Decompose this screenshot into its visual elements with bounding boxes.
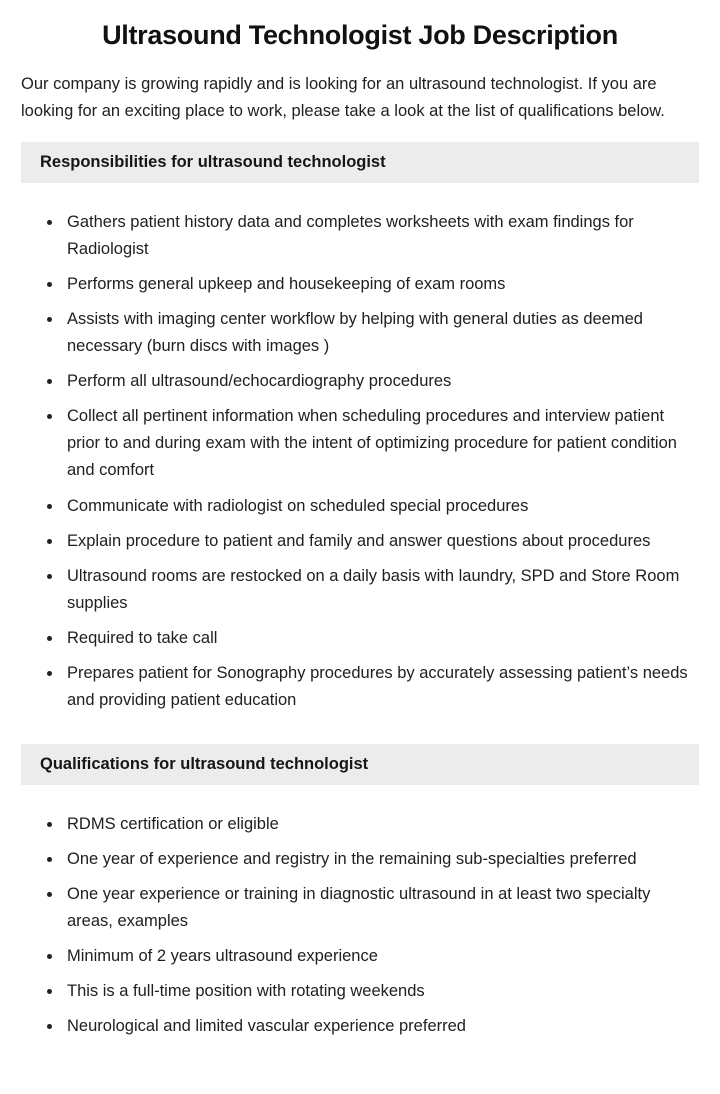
list-item: • Prepares patient for Sonography procedures by accurately assessing patient’s needs and providing patient education xyxy=(63,660,695,714)
page-title: Ultrasound Technologist Job Description xyxy=(102,20,618,50)
list-item: • Assists with imaging center workflow by helping with general duties as deemed necessary (burn discs with images ) xyxy=(63,306,695,360)
list-item: • Communicate with radiologist on scheduled special procedures xyxy=(63,493,695,520)
list-item: • Collect all pertinent information when scheduling procedures and interview patient prior to and during exam with the intent of optimizing procedure for patient condition and comfort xyxy=(63,403,695,484)
list-item: • Perform all ultrasound/echocardiography procedures xyxy=(63,368,695,395)
section-responsibilities xyxy=(21,142,699,714)
responsibilities-bullet-list xyxy=(21,209,699,714)
list-item: • One year of experience and registry in the remaining sub-specialties preferred xyxy=(63,846,695,873)
list-item: • Neurological and limited vascular experience preferred xyxy=(63,1013,695,1040)
list-item: • Required to take call xyxy=(63,625,695,652)
qualifications-section-heading: Qualifications for ultrasound technologist xyxy=(40,754,369,773)
section-qualifications xyxy=(21,744,699,1040)
list-item: • This is a full-time position with rotating weekends xyxy=(63,978,695,1005)
list-item: • Ultrasound rooms are restocked on a daily basis with laundry, SPD and Store Room supplies xyxy=(63,563,695,617)
qualifications-bullet-list xyxy=(21,811,699,1040)
list-item: • Gathers patient history data and completes worksheets with exam findings for Radiologist xyxy=(63,209,695,263)
responsibilities-section-header xyxy=(21,142,699,183)
list-item: • One year experience or training in diagnostic ultrasound in at least two specialty areas, examples xyxy=(63,881,695,935)
list-item: • Minimum of 2 years ultrasound experience xyxy=(63,943,695,970)
qualifications-section-header xyxy=(21,744,699,785)
intro-paragraph: Our company is growing rapidly and is looking for an ultrasound technologist. If you are looking for an exciting place to work, please take a look at the list of qualifications below. xyxy=(21,75,665,121)
list-item: • RDMS certification or eligible xyxy=(63,811,695,838)
responsibilities-section-heading: Responsibilities for ultrasound technologist xyxy=(40,153,386,172)
list-item: • Performs general upkeep and housekeeping of exam rooms xyxy=(63,271,695,298)
list-item: • Explain procedure to patient and family and answer questions about procedures xyxy=(63,528,695,555)
